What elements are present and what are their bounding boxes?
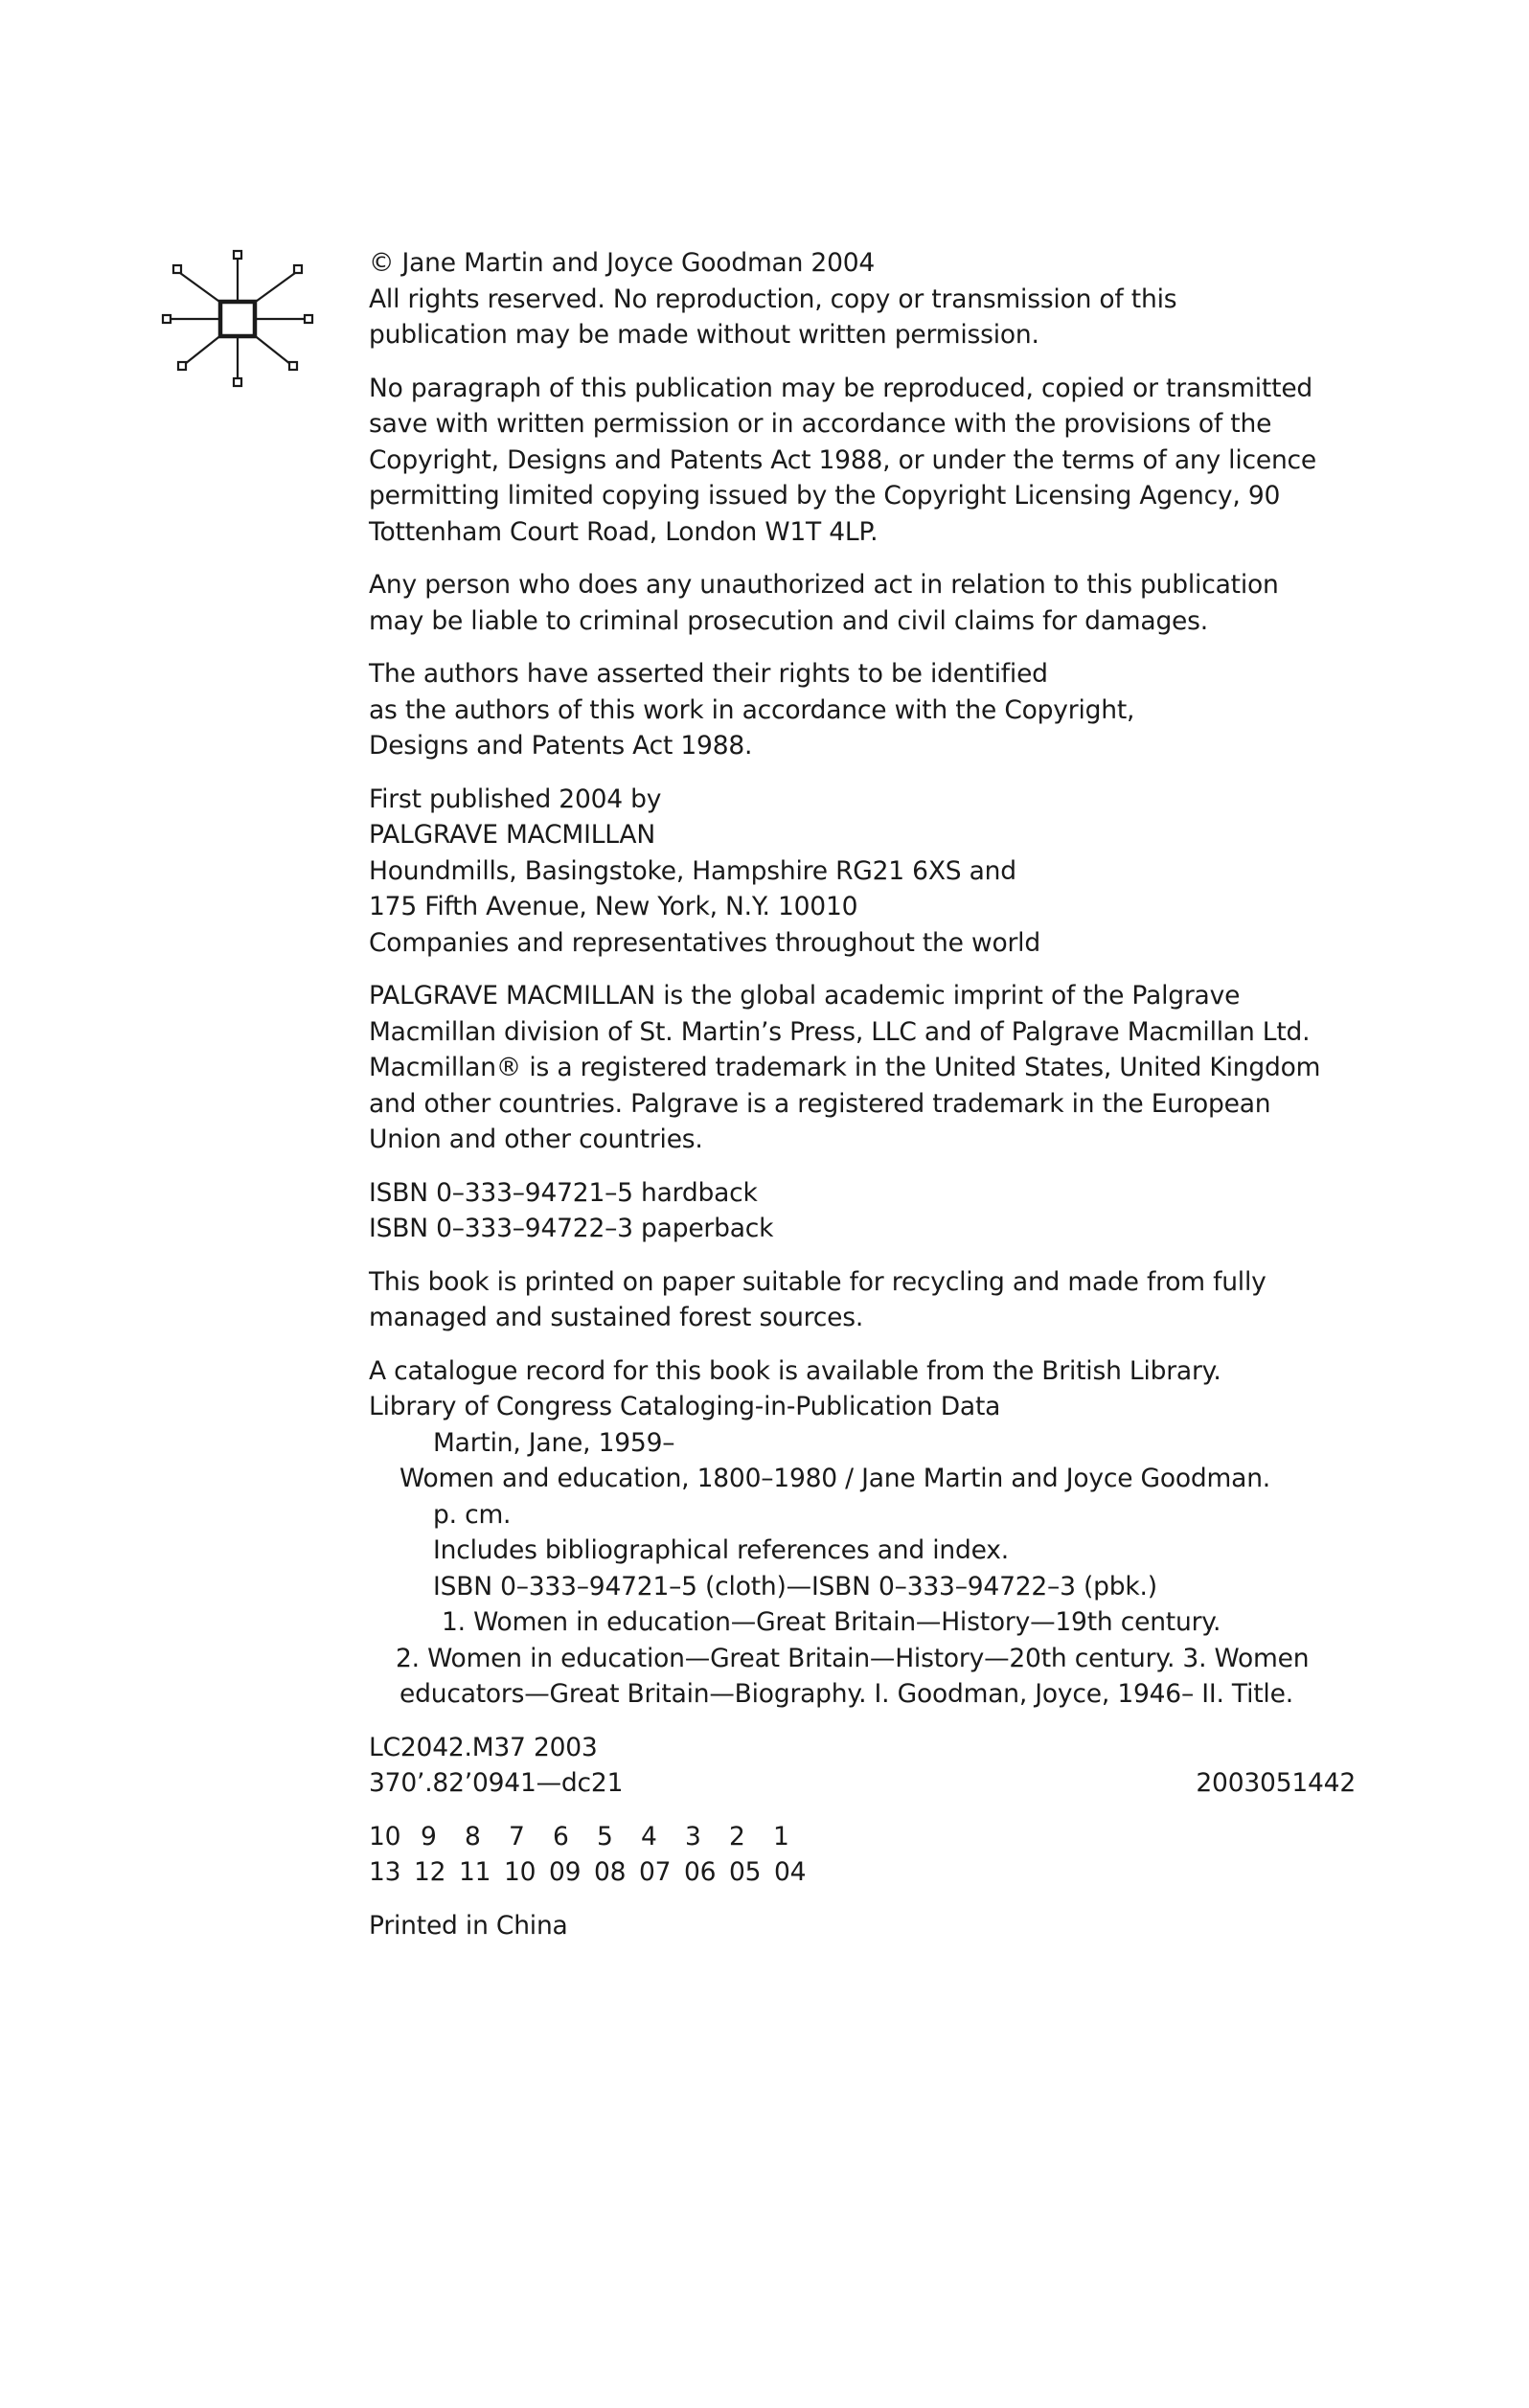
text-line: as the authors of this work in accordance with the Copyright, bbox=[369, 694, 1135, 725]
printing-number: 4 bbox=[641, 1821, 657, 1851]
cip-subject: 1. Women in education—Great Britain—History—19th century. bbox=[442, 1607, 1221, 1637]
cip-data bbox=[369, 1389, 1356, 1713]
imprint-statement bbox=[369, 978, 1356, 1158]
printing-number: 7 bbox=[509, 1821, 525, 1851]
text-line: 175 Fifth Avenue, New York, N.Y. 10010 bbox=[369, 892, 858, 921]
printing-number: 10 bbox=[369, 1821, 401, 1851]
cip-subject: educators—Great Britain—Biography. I. Goodman, Joyce, 1946– II. Title. bbox=[399, 1679, 1293, 1709]
text-line: The authors have asserted their rights to be identified bbox=[369, 659, 1048, 689]
year-number: 05 bbox=[729, 1857, 762, 1887]
text-line: Tottenham Court Road, London W1T 4LP. bbox=[369, 516, 879, 547]
text-line: Companies and representatives throughout the world bbox=[369, 927, 1040, 958]
printing-number: 2 bbox=[729, 1821, 745, 1851]
printed-in: Printed in China bbox=[369, 1910, 568, 1941]
year-number: 12 bbox=[414, 1857, 446, 1887]
cip-subject: 2. Women in education—Great Britain—History—20th century. 3. Women bbox=[396, 1643, 1310, 1673]
text-line: PALGRAVE MACMILLAN is the global academic imprint of the Palgrave bbox=[369, 981, 1241, 1011]
text-line: Copyright, Designs and Patents Act 1988, or under the terms of any licence bbox=[369, 444, 1317, 475]
text-line: Macmillan division of St. Martin’s Press, LLC and of Palgrave Macmillan Ltd. bbox=[369, 1016, 1311, 1047]
dewey-number: 370’.82’0941—dc21 bbox=[369, 1768, 624, 1798]
year-number: 13 bbox=[369, 1857, 401, 1887]
unauthorized-act-statement bbox=[369, 567, 1356, 639]
text-line: permitting limited copying issued by the Copyright Licensing Agency, 90 bbox=[369, 481, 1281, 511]
reproduction-statement bbox=[369, 371, 1356, 551]
cip-pages: p. cm. bbox=[433, 1499, 512, 1530]
classification-row bbox=[369, 1765, 1356, 1802]
text-line: managed and sustained forest sources. bbox=[369, 1303, 864, 1332]
text-line: publication may be made without written permission. bbox=[369, 320, 1039, 350]
cip-heading: Library of Congress Cataloging-in-Publication Data bbox=[369, 1392, 1001, 1421]
year-number: 10 bbox=[504, 1857, 536, 1887]
year-number: 08 bbox=[594, 1857, 627, 1887]
isbn-paperback: ISBN 0–333–94722–3 paperback bbox=[369, 1214, 774, 1243]
isbn-list bbox=[369, 1175, 1356, 1247]
cip-title: Women and education, 1800–1980 / Jane Martin and Joyce Goodman. bbox=[399, 1464, 1271, 1493]
copyright-notice: © Jane Martin and Joyce Goodman 2004 bbox=[369, 248, 876, 278]
text-line: Designs and Patents Act 1988. bbox=[369, 731, 753, 761]
year-number: 07 bbox=[639, 1857, 672, 1887]
publisher-name: PALGRAVE MACMILLAN bbox=[369, 820, 655, 850]
year-number: 09 bbox=[549, 1857, 582, 1887]
text-line: This book is printed on paper suitable for recycling and made from fully bbox=[369, 1266, 1267, 1297]
printing-number: 6 bbox=[553, 1821, 569, 1851]
text-line: No paragraph of this publication may be reproduced, copied or transmitted bbox=[369, 373, 1313, 403]
cip-includes: Includes bibliographical references and index. bbox=[433, 1535, 1009, 1565]
text-line: Union and other countries. bbox=[369, 1124, 703, 1154]
rights-statement bbox=[369, 282, 1356, 353]
printing-number: 5 bbox=[597, 1821, 613, 1851]
year-numbers bbox=[369, 1854, 1356, 1891]
text-line: Houndmills, Basingstoke, Hampshire RG21 6XS and bbox=[369, 855, 1016, 886]
printing-number: 3 bbox=[685, 1821, 701, 1851]
cip-author: Martin, Jane, 1959– bbox=[433, 1427, 675, 1458]
publisher-info bbox=[369, 782, 1356, 962]
year-number: 06 bbox=[684, 1857, 717, 1887]
control-number: 2003051442 bbox=[1196, 1768, 1356, 1798]
text-line: All rights reserved. No reproduction, copy or transmission of this bbox=[369, 284, 1177, 314]
cip-isbn: ISBN 0–333–94721–5 (cloth)—ISBN 0–333–94722–3 (pbk.) bbox=[433, 1571, 1157, 1602]
printing-number: 9 bbox=[421, 1821, 437, 1851]
authors-rights-statement bbox=[369, 656, 1356, 764]
printing-number: 8 bbox=[465, 1821, 481, 1851]
copyright-page-text bbox=[369, 245, 1356, 1943]
text-line: save with written permission or in accordance with the provisions of the bbox=[369, 409, 1272, 439]
paper-statement bbox=[369, 1264, 1356, 1336]
year-number: 04 bbox=[774, 1857, 807, 1887]
text-line: Any person who does any unauthorized act in relation to this publication bbox=[369, 570, 1279, 600]
year-number: 11 bbox=[459, 1857, 491, 1887]
printing-line bbox=[369, 1819, 1356, 1891]
text-line: Macmillan® is a registered trademark in the United States, United Kingdom bbox=[369, 1053, 1321, 1082]
catalogue-record: A catalogue record for this book is available from the British Library. bbox=[369, 1355, 1221, 1386]
printing-numbers bbox=[369, 1819, 1356, 1855]
classification bbox=[369, 1730, 1356, 1802]
isbn-hardback: ISBN 0–333–94721–5 hardback bbox=[369, 1177, 758, 1208]
text-line: may be liable to criminal prosecution and civil claims for damages. bbox=[369, 605, 1208, 636]
text-line: and other countries. Palgrave is a registered trademark in the European bbox=[369, 1088, 1271, 1119]
lc-number: LC2042.M37 2003 bbox=[369, 1732, 598, 1762]
publisher-logo-icon bbox=[161, 247, 314, 391]
text-line: First published 2004 by bbox=[369, 784, 662, 814]
printing-number: 1 bbox=[773, 1821, 789, 1851]
